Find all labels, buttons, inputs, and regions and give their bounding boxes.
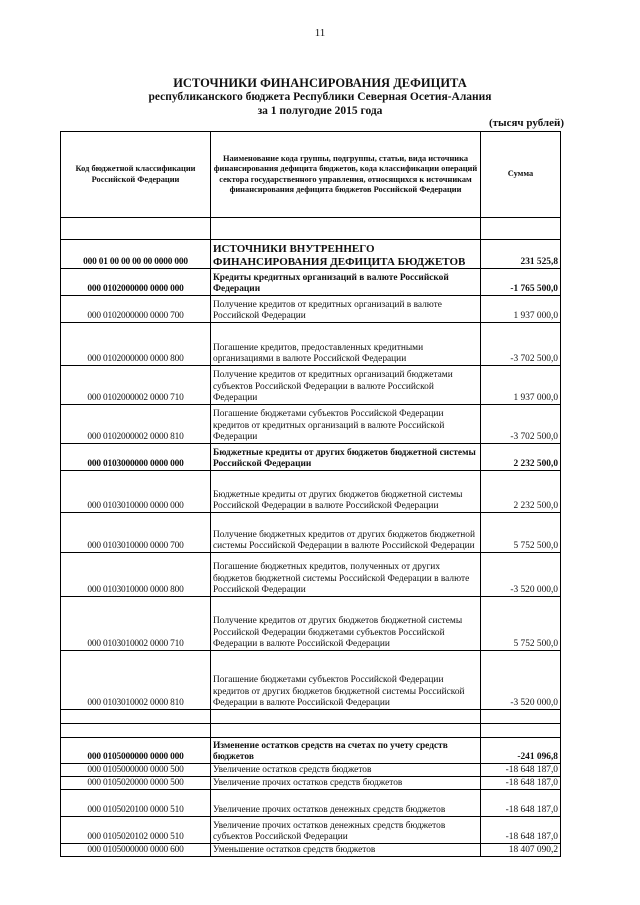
table-row bbox=[61, 269, 561, 296]
table-row bbox=[61, 597, 561, 651]
row-code: 000 0102000000 0000 000 bbox=[61, 269, 211, 296]
document-title bbox=[0, 76, 640, 118]
table-row bbox=[61, 764, 561, 777]
row-name: Изменение остатков средств на счетах по учету средств бюджетов bbox=[211, 738, 481, 764]
table-row bbox=[61, 405, 561, 444]
row-code: 000 0103010002 0000 710 bbox=[61, 597, 211, 651]
row-name: Получение кредитов от кредитных организаций бюджетами субъектов Российской Федерации в валюте Российской Федерации bbox=[211, 366, 481, 405]
row-name: Уменьшение остатков средств бюджетов bbox=[211, 844, 481, 857]
spacer-row bbox=[61, 724, 561, 738]
row-code: 000 0103010000 0000 800 bbox=[61, 553, 211, 597]
row-sum: -241 096,8 bbox=[481, 738, 561, 764]
row-code: 000 0103000000 0000 000 bbox=[61, 444, 211, 471]
table-row bbox=[61, 790, 561, 817]
row-name: Увеличение прочих остатков денежных средств бюджетов субъектов Российской Федерации bbox=[211, 817, 481, 844]
row-code: 000 0105020102 0000 510 bbox=[61, 817, 211, 844]
title-line-3: за 1 полугодие 2015 года bbox=[257, 105, 383, 117]
row-sum: 1 937 000,0 bbox=[481, 296, 561, 323]
row-sum: -3 702 500,0 bbox=[481, 405, 561, 444]
header-name: Наименование кода группы, подгруппы, статьи, вида источника финансирования дефицита бюджетов, кода классификации операций сектора государственного управления, относящихся к источникам финансирования дефицита бюджетов Российской Федерации bbox=[211, 132, 481, 218]
row-sum: -18 648 187,0 bbox=[481, 817, 561, 844]
row-sum: -1 765 500,0 bbox=[481, 269, 561, 296]
row-code: 000 0105000000 0000 500 bbox=[61, 764, 211, 777]
row-name: Бюджетные кредиты от других бюджетов бюджетной системы Российской Федерации bbox=[211, 444, 481, 471]
row-code: 000 0102000002 0000 810 bbox=[61, 405, 211, 444]
row-name: Увеличение прочих остатков денежных средств бюджетов bbox=[211, 790, 481, 817]
row-code: 000 0102000000 0000 800 bbox=[61, 323, 211, 366]
table-row bbox=[61, 651, 561, 710]
title-line-1: ИСТОЧНИКИ ФИНАНСИРОВАНИЯ ДЕФИЦИТА bbox=[173, 76, 467, 90]
header-code: Код бюджетной классификации Российской Федерации bbox=[61, 132, 211, 218]
row-code: 000 0103010000 0000 000 bbox=[61, 471, 211, 513]
row-sum: 2 232 500,0 bbox=[481, 444, 561, 471]
row-name: Увеличение прочих остатков средств бюджетов bbox=[211, 777, 481, 790]
row-code: 000 0103010002 0000 810 bbox=[61, 651, 211, 710]
row-code: 000 0105000000 0000 000 bbox=[61, 738, 211, 764]
row-sum: -18 648 187,0 bbox=[481, 790, 561, 817]
table-row bbox=[61, 296, 561, 323]
table-row bbox=[61, 738, 561, 764]
spacer-row bbox=[61, 218, 561, 240]
title-line-2: республиканского бюджета Республики Северная Осетия-Алания bbox=[148, 91, 492, 103]
row-name: Погашение бюджетами субъектов Российской Федерации кредитов от других бюджетов бюджетной системы Российской Федерации в валюте Российской Федерации bbox=[211, 651, 481, 710]
row-sum: -18 648 187,0 bbox=[481, 764, 561, 777]
financing-sources-table bbox=[60, 131, 561, 857]
row-sum: 5 752 500,0 bbox=[481, 597, 561, 651]
row-code: 000 0105020000 0000 500 bbox=[61, 777, 211, 790]
row-name: Получение бюджетных кредитов от других бюджетов бюджетной системы Российской Федерации в валюте Российской Федерации bbox=[211, 513, 481, 553]
spacer-row bbox=[61, 710, 561, 724]
row-sum: 1 937 000,0 bbox=[481, 366, 561, 405]
table-row bbox=[61, 777, 561, 790]
row-name: Бюджетные кредиты от других бюджетов бюджетной системы Российской Федерации в валюте Российской Федерации bbox=[211, 471, 481, 513]
row-name: Получение кредитов от кредитных организаций в валюте Российской Федерации bbox=[211, 296, 481, 323]
row-sum: 2 232 500,0 bbox=[481, 471, 561, 513]
row-sum: 5 752 500,0 bbox=[481, 513, 561, 553]
row-name: Кредиты кредитных организаций в валюте Российской Федерации bbox=[211, 269, 481, 296]
table-row bbox=[61, 240, 561, 269]
table-row bbox=[61, 366, 561, 405]
table-row bbox=[61, 817, 561, 844]
row-code: 000 01 00 00 00 00 0000 000 bbox=[61, 240, 211, 269]
table-row bbox=[61, 844, 561, 857]
table-row bbox=[61, 553, 561, 597]
row-code: 000 0102000000 0000 700 bbox=[61, 296, 211, 323]
table-row bbox=[61, 513, 561, 553]
table-row bbox=[61, 444, 561, 471]
row-name: Погашение бюджетных кредитов, полученных от других бюджетов бюджетной системы Российской Федерации в валюте Российской Федерации bbox=[211, 553, 481, 597]
row-code: 000 0103010000 0000 700 bbox=[61, 513, 211, 553]
table-row bbox=[61, 471, 561, 513]
row-sum: 231 525,8 bbox=[481, 240, 561, 269]
page-number: 11 bbox=[314, 27, 326, 39]
units-label: (тысяч рублей) bbox=[488, 117, 564, 129]
row-name: Погашение бюджетами субъектов Российской Федерации кредитов от кредитных организаций в валюте Российской Федерации bbox=[211, 405, 481, 444]
row-sum: -3 520 000,0 bbox=[481, 651, 561, 710]
row-name: Получение кредитов от других бюджетов бюджетной системы Российской Федерации бюджетами субъектов Российской Федерации в валюте Российской Федерации bbox=[211, 597, 481, 651]
table-row bbox=[61, 323, 561, 366]
row-sum: -3 520 000,0 bbox=[481, 553, 561, 597]
row-name: Увеличение остатков средств бюджетов bbox=[211, 764, 481, 777]
row-code: 000 0105000000 0000 600 bbox=[61, 844, 211, 857]
row-code: 000 0102000002 0000 710 bbox=[61, 366, 211, 405]
row-sum: 18 407 090,2 bbox=[481, 844, 561, 857]
row-name: Погашение кредитов, предоставленных кредитными организациями в валюте Российской Федерации bbox=[211, 323, 481, 366]
row-code: 000 0105020100 0000 510 bbox=[61, 790, 211, 817]
row-sum: -18 648 187,0 bbox=[481, 777, 561, 790]
table-header-row bbox=[61, 132, 561, 218]
row-sum: -3 702 500,0 bbox=[481, 323, 561, 366]
header-sum: Сумма bbox=[481, 132, 561, 218]
row-name: ИСТОЧНИКИ ВНУТРЕННЕГО ФИНАНСИРОВАНИЯ ДЕФИЦИТА БЮДЖЕТОВ bbox=[211, 240, 481, 269]
